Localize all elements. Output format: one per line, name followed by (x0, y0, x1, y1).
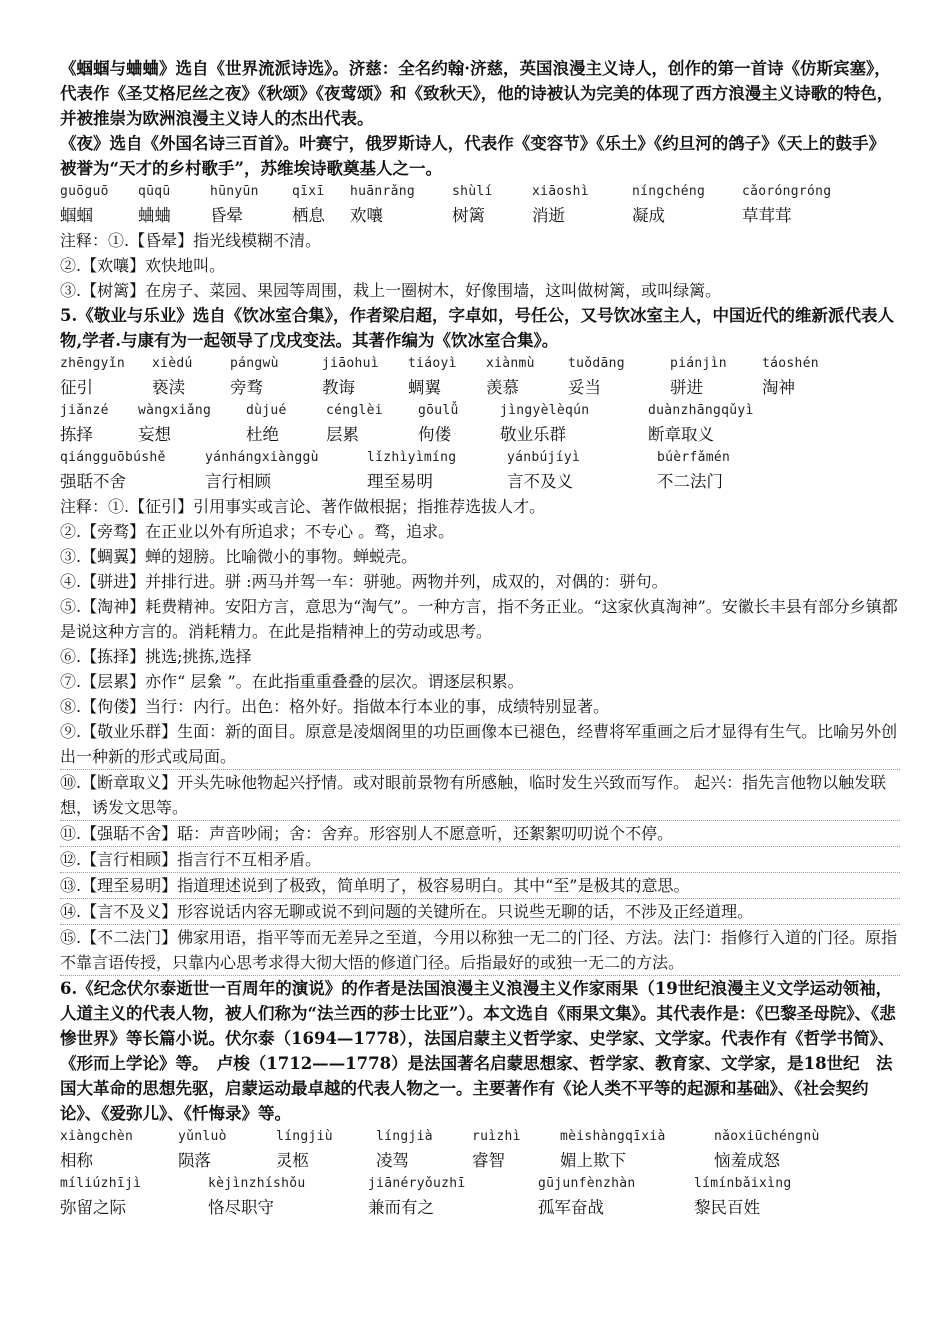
pinyin: tiáoyì (408, 356, 457, 371)
pinyin: límínbǎixìng (694, 1176, 792, 1191)
pinyin: míliúzhījì (60, 1176, 142, 1191)
vocab-word: 兼而有之 (368, 1198, 434, 1217)
pinyin: xiāoshì (532, 184, 589, 199)
pinyin: língjià (376, 1129, 433, 1144)
vocab-word: 陨落 (178, 1151, 211, 1170)
vocab-word: 妥当 (568, 378, 601, 397)
pinyin: cǎoróngróng (742, 184, 832, 199)
pinyin: mèishàngqīxià (560, 1129, 666, 1144)
vocab-word: 杜绝 (246, 425, 279, 444)
note: ⑥.【拣择】挑选;挑拣,选择 (60, 647, 252, 666)
section-5-intro: 5.《敬业与乐业》选自《饮冰室合集》，作者梁启超，字卓如，号任公，又号饮冰室主人，中国近代的维新派代表人物,学者.与康有为一起领导了戊戌变法。其著作编为《饮冰室合集》。 (60, 306, 894, 350)
section-6-intro: 6.《纪念伏尔泰逝世一百周年的演说》的作者是法国浪漫主义浪漫主义作家雨果（19世纪浪漫主义文学运动领袖，人道主义的代表人物，被人们称为“法兰西的莎士比亚”）。本文选自《雨果文集》。其代表作是：《巴黎圣母院》、《悲惨世界》等长篇小说。伏尔泰（1694—1778），法国启蒙主义哲学家、史学家、文学家。代表作有《哲学书简》、《形而上学论》等。 卢梭（1712——1778）是法国著名启蒙思想家、哲学家、教育家、文学家，是18世纪 法国大革命的思想先驱，启蒙运动最卓越的代表人物之一。主要著作有《论人类不平等的起源和基础》、《社会契约论》、《爱弥儿》、《忏悔录》等。 (60, 979, 896, 1123)
vocab-word: 断章取义 (648, 425, 714, 444)
pinyin-row (60, 400, 900, 422)
vocab-word: 睿智 (472, 1151, 505, 1170)
vocab-word: 淘神 (762, 378, 795, 397)
note: ⑩.【断章取义】开头先咏他物起兴抒情。或对眼前景物有所感触，临时发生兴致而写作。 起兴：指先言他物以触发联想，诱发文思等。 (60, 770, 900, 821)
note: 注释：①.【征引】引用事实或言论、著作做根据；指推荐选拔人才。 (60, 497, 546, 516)
word-row (60, 422, 900, 447)
word-row (60, 1195, 900, 1220)
pinyin: dùjué (246, 403, 287, 418)
pinyin: jiǎnzé (60, 403, 109, 418)
note: ⑨.【敬业乐群】生面：新的面目。原意是凌烟阁里的功臣画像本已褪色，经曹将军重画之后才显得有生气。比喻另外创出一种新的形式或局面。 (60, 719, 900, 770)
pinyin: qīxī (292, 184, 325, 199)
pinyin: xièdú (152, 356, 193, 371)
pinyin: guōguō (60, 184, 109, 199)
vocab-word: 旁骛 (230, 378, 263, 397)
note: ⑬.【理至易明】指道理述说到了极致，简单明了，极容易明白。其中“至”是极其的意思。 (60, 873, 900, 899)
pinyin: jiānéryǒuzhī (368, 1176, 466, 1191)
pinyin: yǔnluò (178, 1129, 227, 1144)
pinyin: yánhángxiànggù (205, 450, 319, 465)
note: ⑫.【言行相顾】指言行不互相矛盾。 (60, 847, 900, 873)
vocab-word: 拣择 (60, 425, 93, 444)
vocab-word: 草茸茸 (742, 206, 792, 225)
section-night-intro: 《夜》选自《外国名诗三百首》。叶赛宁，俄罗斯诗人，代表作《变容节》《乐土》《约旦河的鸽子》《天上的鼓手》被誉为“天才的乡村歌手”，苏维埃诗歌奠基人之一。 (60, 134, 885, 178)
word-row (60, 469, 900, 494)
note: ②.【旁骛】在正业以外有所追求；不专心 。骛，追求。 (60, 522, 455, 541)
vocab-word: 强聒不舍 (60, 472, 126, 491)
pinyin: kèjìnzhíshǒu (208, 1176, 306, 1191)
pinyin: gōulǚ (418, 403, 459, 418)
note: ⑮.【不二法门】佛家用语，指平等而无差异之至道，今用以称独一无二的门径、方法。法门：指修行入道的门径。原指不靠言语传授，只靠内心思考求得大彻大悟的修道门径。后指最好的或独一无二的方法。 (60, 925, 900, 976)
pinyin: xiàngchèn (60, 1129, 134, 1144)
note: ⑦.【层累】亦作“ 层絫 ”。在此指重重叠叠的层次。谓逐层积累。 (60, 672, 524, 691)
section-katydid-intro: 《蝈蝈与蛐蛐》选自《世界流派诗选》。济慈：全名约翰·济慈，英国浪漫主义诗人，创作的第一首诗《仿斯宾塞》，代表作《圣艾格尼丝之夜》《秋颂》《夜莺颂》和《致秋天》，他的诗被认为完美的体现了西方浪漫主义诗歌的特色，并被推崇为欧洲浪漫主义诗人的杰出代表。 (60, 59, 894, 128)
pinyin: hūnyūn (210, 184, 259, 199)
pinyin: língjiù (276, 1129, 333, 1144)
vocab-word: 欢嚷 (350, 206, 383, 225)
vocab-word: 相称 (60, 1151, 93, 1170)
pinyin: nǎoxiūchéngnù (714, 1129, 820, 1144)
vocab-word: 孤军奋战 (538, 1198, 604, 1217)
vocab-word: 层累 (326, 425, 359, 444)
pinyin: níngchéng (632, 184, 706, 199)
vocab-word: 弥留之际 (60, 1198, 126, 1217)
vocab-word: 灵柩 (276, 1151, 309, 1170)
pinyin-row (60, 447, 900, 469)
vocab-word: 凌驾 (376, 1151, 409, 1170)
vocab-word: 蜩翼 (408, 378, 441, 397)
vocab-word: 不二法门 (657, 472, 723, 491)
pinyin: tuǒdāng (568, 356, 625, 371)
vocab-word: 昏晕 (210, 206, 243, 225)
vocab-word: 骈进 (670, 378, 703, 397)
pinyin: gūjunfènzhàn (538, 1176, 636, 1191)
pinyin: qūqū (138, 184, 171, 199)
note: ⑭.【言不及义】形容说话内容无聊或说不到问题的关键所在。只说些无聊的话，不涉及正经道理。 (60, 899, 900, 925)
note: ③.【蜩翼】蝉的翅膀。比喻微小的事物。蝉蜕壳。 (60, 547, 418, 566)
pinyin: piánjìn (670, 356, 727, 371)
word-row (60, 1148, 900, 1173)
note: ②.【欢嚷】欢快地叫。 (60, 256, 226, 275)
pinyin: táoshén (762, 356, 819, 371)
vocab-word: 媚上欺下 (560, 1151, 626, 1170)
vocab-word: 言不及义 (507, 472, 573, 491)
pinyin: búèrfǎmén (657, 450, 731, 465)
pinyin: yánbújíyì (507, 450, 581, 465)
note: ⑤.【淘神】耗费精神。安阳方言，意思为“淘气”。一种方言，指不务正业。“这家伙真淘神”。安徽长丰县有部分乡镇都是说这种方言的。消耗精力。在此是指精神上的劳动或思考。 (60, 597, 898, 641)
vocab-word: 蛐蛐 (138, 206, 171, 225)
vocab-word: 亵渎 (152, 378, 185, 397)
vocab-word: 消逝 (532, 206, 565, 225)
note: ⑧.【佝偻】当行：内行。出色：格外好。指做本行本业的事，成绩特别显著。 (60, 697, 610, 716)
pinyin: huānrǎng (350, 184, 416, 199)
vocab-word: 佝偻 (418, 425, 451, 444)
pinyin: zhēngyǐn (60, 356, 126, 371)
note: ③.【树篱】在房子、菜园、果园等周围，栽上一圈树木，好像围墙，这叫做树篱，或叫绿篱。 (60, 281, 722, 300)
note: ⑪.【强聒不舍】聒：声音吵闹；舍：舍弃。形容别人不愿意听，还絮絮叨叨说个不停。 (60, 821, 900, 847)
pinyin: cénglèi (326, 403, 383, 418)
vocab-word: 言行相顾 (205, 472, 271, 491)
pinyin: jiāohuì (322, 356, 379, 371)
note: ④.【骈进】并排行进。骈 :两马并驾一车：骈驰。两物并列，成双的，对偶的：骈句。 (60, 572, 668, 591)
vocab-word: 理至易明 (367, 472, 433, 491)
vocab-word: 敬业乐群 (500, 425, 566, 444)
pinyin: ruìzhì (472, 1129, 521, 1144)
pinyin: qiángguōbúshě (60, 450, 166, 465)
pinyin-row (60, 181, 900, 203)
vocab-word: 凝成 (632, 206, 665, 225)
pinyin: jìngyèlèqún (500, 403, 590, 418)
vocab-word: 羡慕 (486, 378, 519, 397)
vocab-word: 教诲 (322, 378, 355, 397)
vocab-word: 恪尽职守 (208, 1198, 274, 1217)
vocab-word: 蝈蝈 (60, 206, 93, 225)
note: 注释：①.【昏晕】指光线模糊不清。 (60, 231, 322, 250)
pinyin-row (60, 1173, 900, 1195)
pinyin: duànzhāngqǔyì (648, 403, 754, 418)
vocab-word: 恼羞成怒 (714, 1151, 780, 1170)
pinyin: shùlí (452, 184, 493, 199)
vocab-word: 妄想 (138, 425, 171, 444)
word-row (60, 375, 900, 400)
word-row (60, 203, 900, 228)
vocab-word: 征引 (60, 378, 93, 397)
pinyin: wàngxiǎng (138, 403, 212, 418)
pinyin: lǐzhìyìmíng (367, 450, 457, 465)
pinyin: xiànmù (486, 356, 535, 371)
vocab-word: 黎民百姓 (694, 1198, 760, 1217)
vocab-word: 栖息 (292, 206, 325, 225)
pinyin-row (60, 1126, 900, 1148)
pinyin-row (60, 353, 900, 375)
pinyin: pángwù (230, 356, 279, 371)
vocab-word: 树篱 (452, 206, 485, 225)
